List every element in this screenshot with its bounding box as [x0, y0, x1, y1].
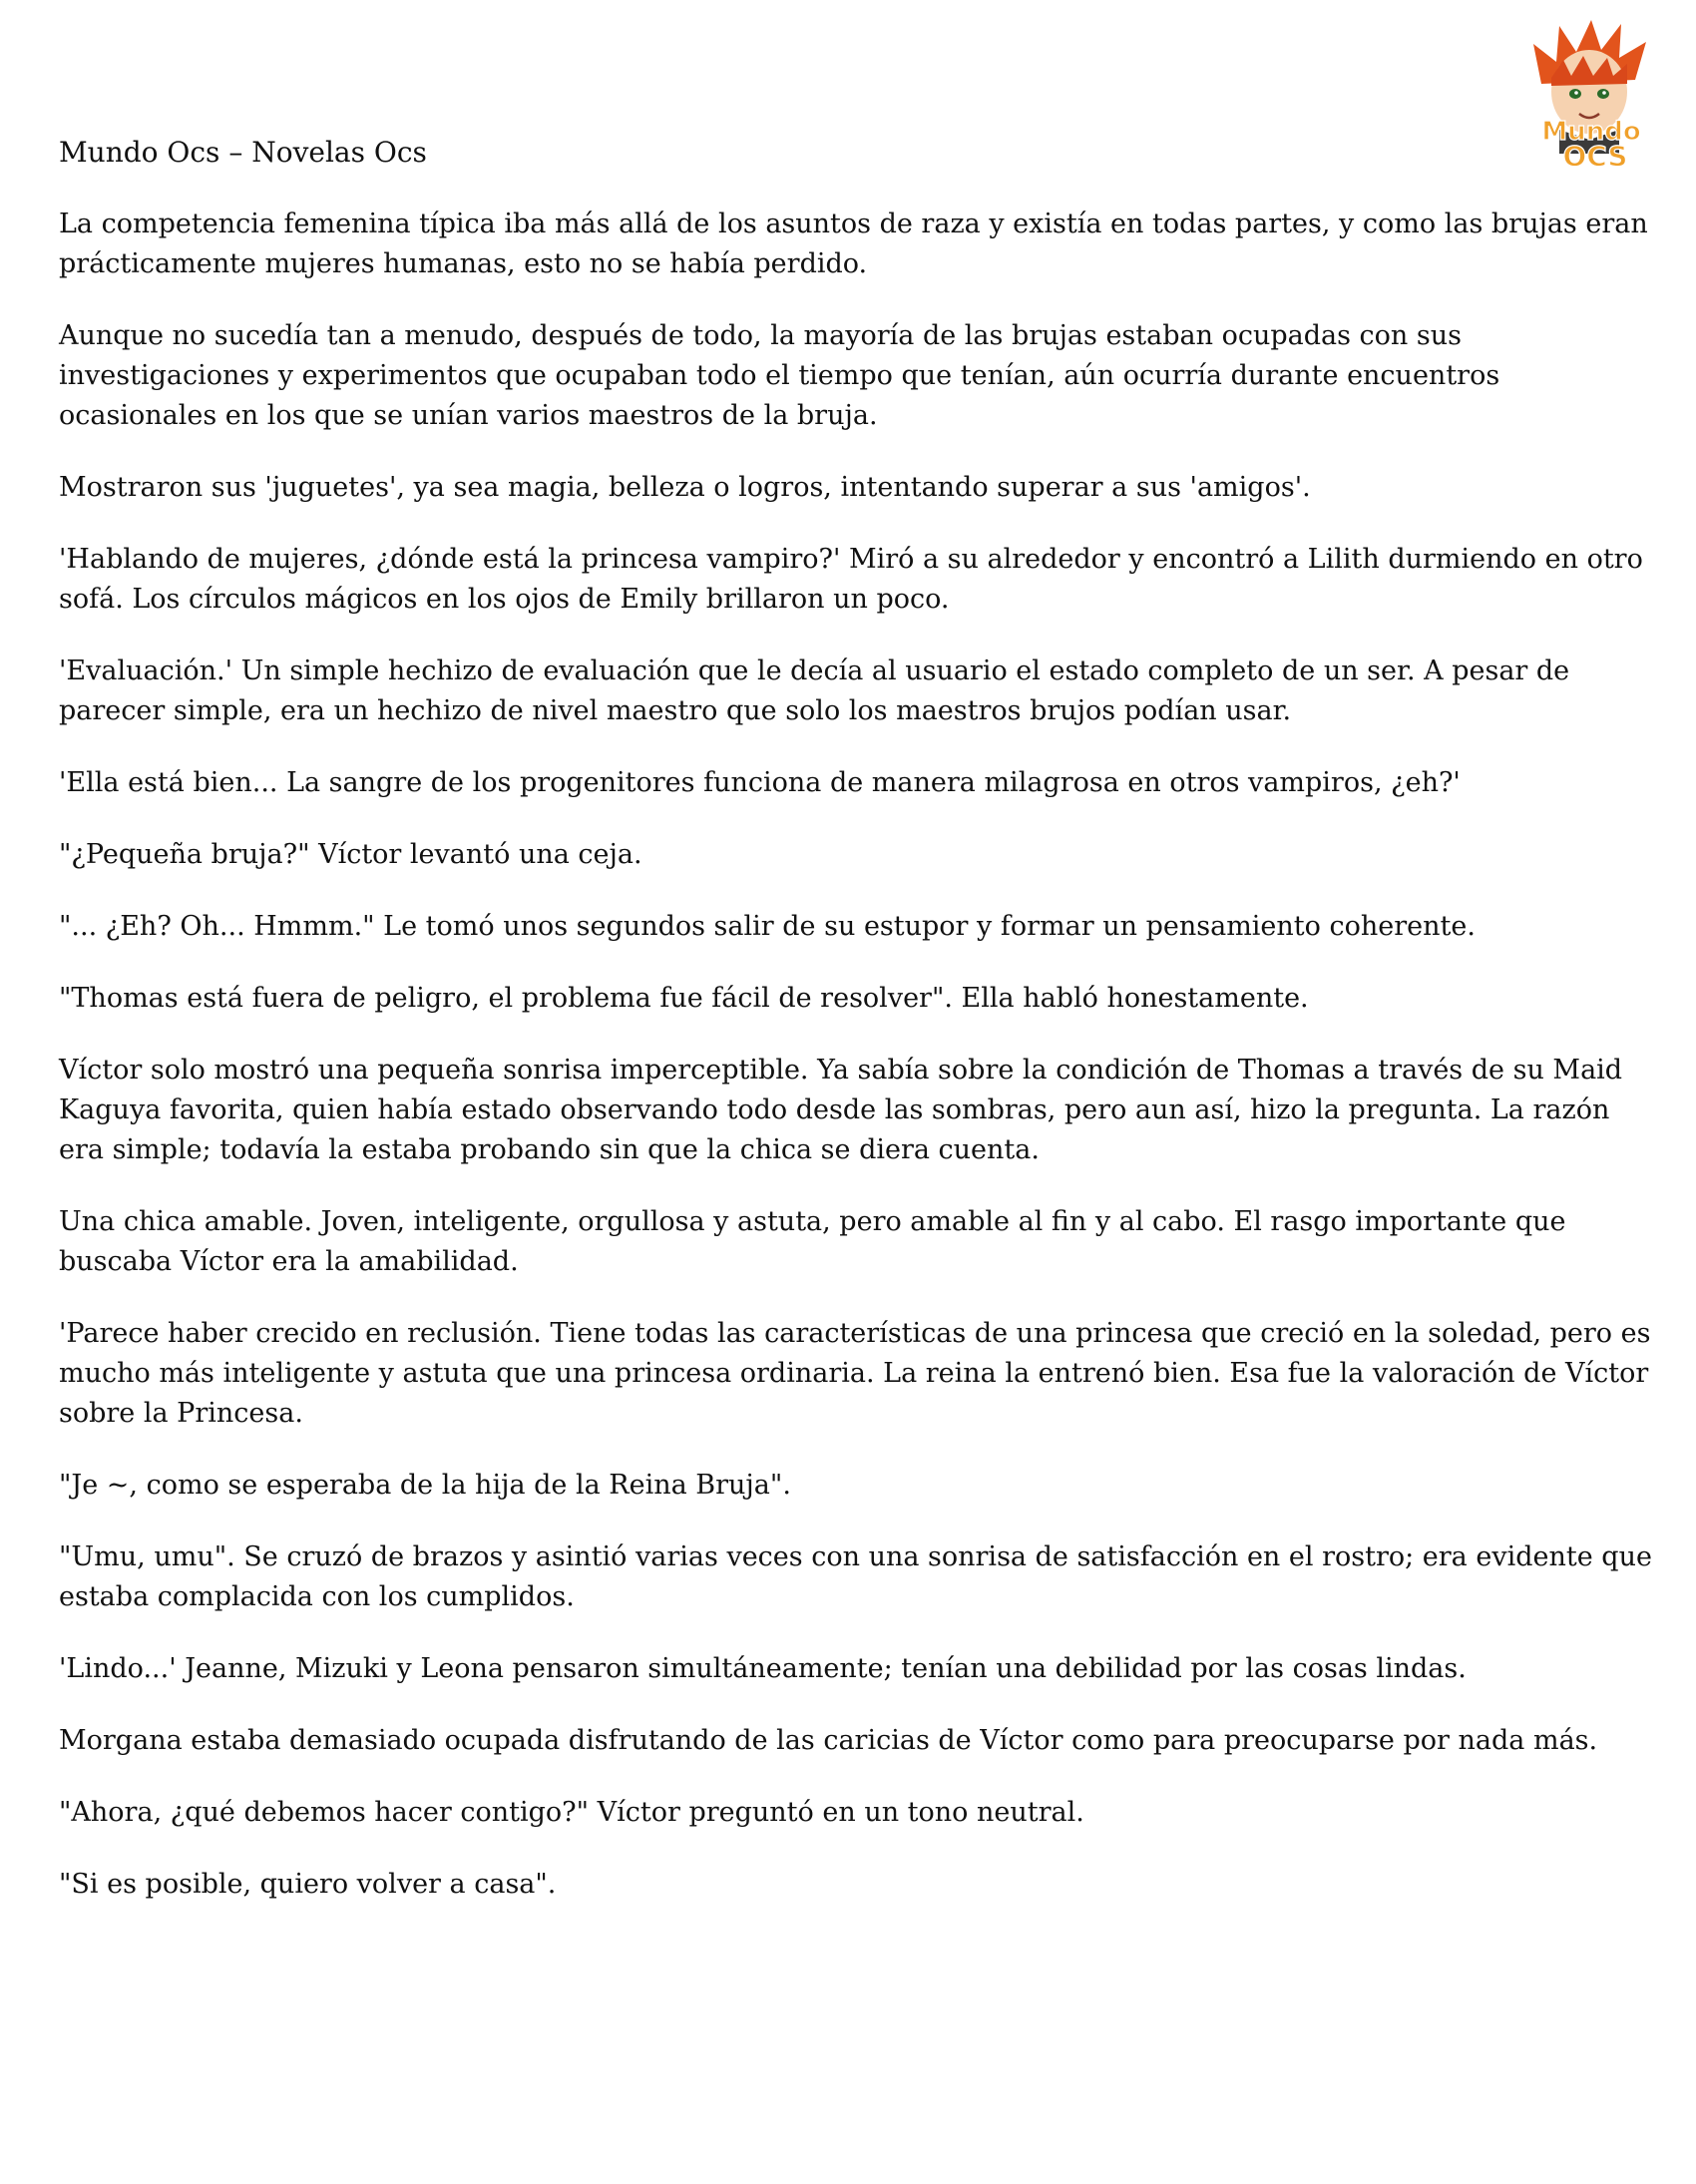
mundo-ocs-logo — [1511, 14, 1671, 174]
paragraph: "Thomas está fuera de peligro, el problema fue fácil de resolver". Ella habló honestamente. — [59, 983, 1309, 1014]
paragraph: "Je ~, como se esperaba de la hija de la Reina Bruja". — [59, 1470, 791, 1501]
paragraph: 'Parece haber crecido en reclusión. Tiene todas las características de una princesa que creció en la soledad, pero es mucho más inteligente y astuta que una princesa ordinaria. La reina la entrenó bien. Esa fue la valoración de Víctor sobre la Princesa. — [59, 1318, 1651, 1429]
paragraph: "¿Pequeña bruja?" Víctor levantó una ceja. — [59, 839, 642, 870]
paragraph: 'Ella está bien... La sangre de los progenitores funciona de manera milagrosa en otros vampiros, ¿eh?' — [59, 767, 1461, 798]
paragraph: "Si es posible, quiero volver a casa". — [59, 1869, 557, 1900]
paragraph: "... ¿Eh? Oh... Hmmm." Le tomó unos segundos salir de su estupor y formar un pensamiento coherente. — [59, 911, 1476, 942]
paragraph: 'Lindo...' Jeanne, Mizuki y Leona pensaron simultáneamente; tenían una debilidad por las cosas lindas. — [59, 1653, 1467, 1684]
paragraph: 'Hablando de mujeres, ¿dónde está la princesa vampiro?' Miró a su alrededor y encontró a Lilith durmiendo en otro sofá. Los círculos mágicos en los ojos de Emily brillaron un poco. — [59, 544, 1643, 615]
paragraph: La competencia femenina típica iba más allá de los asuntos de raza y existía en todas partes, y como las brujas eran prácticamente mujeres humanas, esto no se había perdido. — [59, 209, 1648, 279]
paragraph: 'Evaluación.' Un simple hechizo de evaluación que le decía al usuario el estado completo de un ser. A pesar de parecer simple, era un hechizo de nivel maestro que solo los maestros brujos podían usar. — [59, 655, 1570, 726]
paragraph: Aunque no sucedía tan a menudo, después de todo, la mayoría de las brujas estaban ocupadas con sus investigaciones y experimentos que ocupaban todo el tiempo que tenían, aún ocurría durante encuentros ocasionales en los que se unían varios maestros de la bruja. — [59, 320, 1500, 431]
paragraph: Morgana estaba demasiado ocupada disfrutando de las caricias de Víctor como para preocuparse por nada más. — [59, 1725, 1598, 1756]
svg-text:OCS: OCS — [1562, 140, 1628, 173]
document-body — [59, 205, 1655, 1937]
paragraph: "Umu, umu". Se cruzó de brazos y asintió varias veces con una sonrisa de satisfacción en el rostro; era evidente que estaba complacida con los cumplidos. — [59, 1541, 1652, 1612]
document-header: Mundo Ocs – Novelas Ocs — [59, 136, 427, 169]
svg-text:Mundo: Mundo — [1541, 117, 1641, 147]
paragraph: Víctor solo mostró una pequeña sonrisa imperceptible. Ya sabía sobre la condición de Thomas a través de su Maid Kaguya favorita, quien había estado observando todo desde las sombras, pero aun así, hizo la pregunta. La razón era simple; todavía la estaba probando sin que la chica se diera cuenta. — [59, 1055, 1623, 1165]
paragraph: Mostraron sus 'juguetes', ya sea magia, belleza o logros, intentando superar a sus 'amigos'. — [59, 472, 1311, 503]
paragraph: Una chica amable. Joven, inteligente, orgullosa y astuta, pero amable al fin y al cabo. El rasgo importante que buscaba Víctor era la amabilidad. — [59, 1206, 1566, 1277]
paragraph: "Ahora, ¿qué debemos hacer contigo?" Víctor preguntó en un tono neutral. — [59, 1797, 1084, 1828]
